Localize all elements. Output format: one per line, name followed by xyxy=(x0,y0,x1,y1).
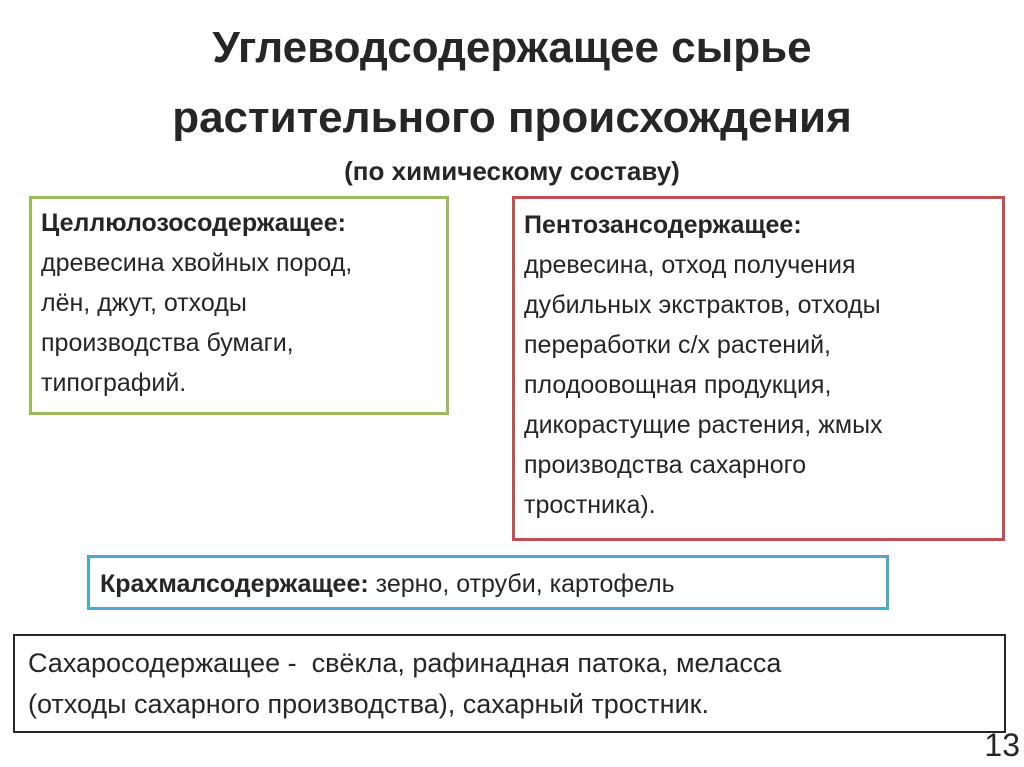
pentosan-heading: Пентозансодержащее: xyxy=(524,211,802,239)
pentosan-line: древесина, отход получения xyxy=(524,251,856,279)
sugar-line: Сахаросодержащее - свёкла, рафинадная патока, меласса xyxy=(28,648,782,678)
slide-title-line-1: Углеводсодержащее сырье xyxy=(212,23,812,72)
cellulose-line: древесина хвойных пород, xyxy=(41,249,353,277)
pentosan-line: производства сахарного xyxy=(524,451,807,479)
page-number: 13 xyxy=(984,727,1020,763)
cellulose-box xyxy=(29,196,449,415)
pentosan-line: дубильных экстрактов, отходы xyxy=(524,291,881,319)
pentosan-box xyxy=(512,196,1005,541)
cellulose-line: производства бумаги, xyxy=(41,329,294,357)
pentosan-line: плодоовощная продукция, xyxy=(524,371,832,399)
starch-text: зерно, отруби, картофель xyxy=(368,570,675,598)
cellulose-line: типографий. xyxy=(41,369,187,397)
starch-box xyxy=(87,555,889,610)
cellulose-heading: Целлюлозосодержащее: xyxy=(41,209,346,237)
sugar-line: (отходы сахарного производства), сахарный тростник. xyxy=(28,689,709,719)
slide-title-line-2: растительного происхождения xyxy=(172,93,852,142)
cellulose-line: лён, джут, отходы xyxy=(41,289,247,317)
pentosan-line: тростника). xyxy=(524,491,656,519)
starch-heading: Крахмалсодержащее: xyxy=(100,570,369,598)
pentosan-line: дикорастущие растения, жмых xyxy=(524,411,883,439)
slide-subtitle: (по химическому составу) xyxy=(344,156,680,186)
pentosan-line: переработки с/х растений, xyxy=(524,331,831,359)
sugar-box xyxy=(13,634,1006,733)
